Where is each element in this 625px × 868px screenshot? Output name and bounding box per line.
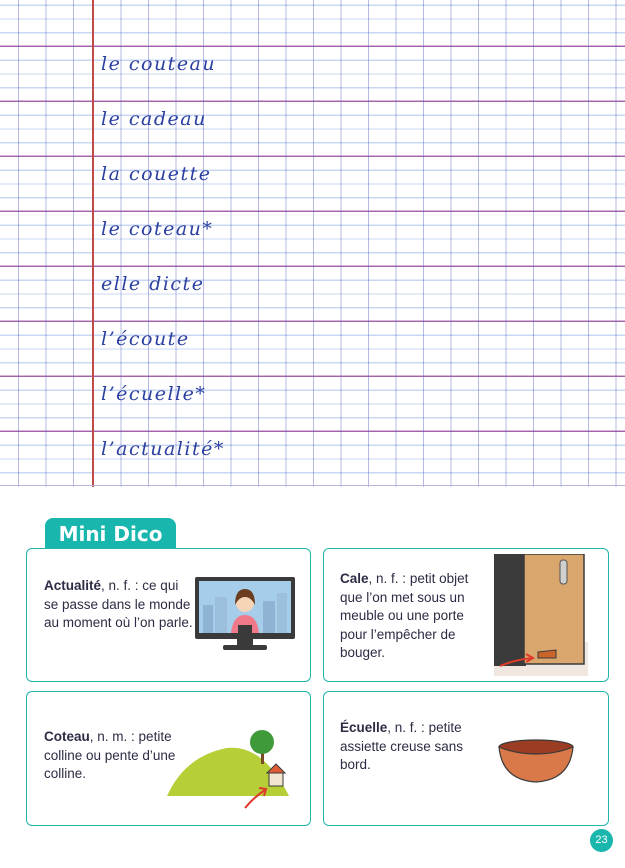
dico-grammar: , n. m. : — [89, 729, 135, 744]
dico-definition — [44, 577, 194, 633]
dico-definition-text: petit objet que l’on met sous un meuble ou une porte pour l’empêcher de bouger. — [340, 571, 469, 660]
grid-bottom-rule — [0, 485, 625, 486]
dico-definition — [340, 570, 488, 663]
mini-dico-title: Mini Dico — [45, 518, 176, 548]
dico-card-cale — [323, 548, 609, 682]
dico-word: Coteau — [44, 729, 90, 744]
practice-word: le coteau* — [101, 218, 214, 240]
dico-word: Actualité — [44, 578, 102, 593]
dico-grammar: , n. f. : — [101, 578, 139, 593]
dico-definition — [340, 719, 488, 775]
dico-definition-text: petite colline ou pente d’une colline. — [44, 729, 176, 781]
dico-card-ecuelle — [323, 691, 609, 826]
margin-line — [92, 0, 94, 487]
dico-word: Écuelle — [340, 720, 388, 735]
dico-card-coteau — [26, 691, 311, 826]
dico-definition-text: ce qui se passe dans le monde au moment où l’on parle. — [44, 578, 193, 630]
practice-word: le couteau — [101, 53, 217, 75]
hill-icon — [165, 728, 295, 810]
practice-word: l’écoute — [101, 328, 190, 350]
dico-word: Cale — [340, 571, 369, 586]
bowl-icon — [496, 738, 576, 786]
practice-word: le cadeau — [101, 108, 207, 130]
door-wedge-icon — [494, 554, 588, 676]
practice-word: l’actualité* — [101, 438, 225, 460]
page-number: 23 — [590, 829, 613, 852]
practice-word: elle dicte — [101, 273, 205, 295]
dico-grammar: , n. f. : — [387, 720, 425, 735]
practice-word: l’écuelle* — [101, 383, 207, 405]
tv-presenter-icon — [193, 575, 297, 653]
dico-definition-text: petite assiette creuse sans bord. — [340, 720, 464, 772]
dico-grammar: , n. f. : — [368, 571, 407, 586]
practice-word: la couette — [101, 163, 212, 185]
dico-card-actualite — [26, 548, 311, 682]
